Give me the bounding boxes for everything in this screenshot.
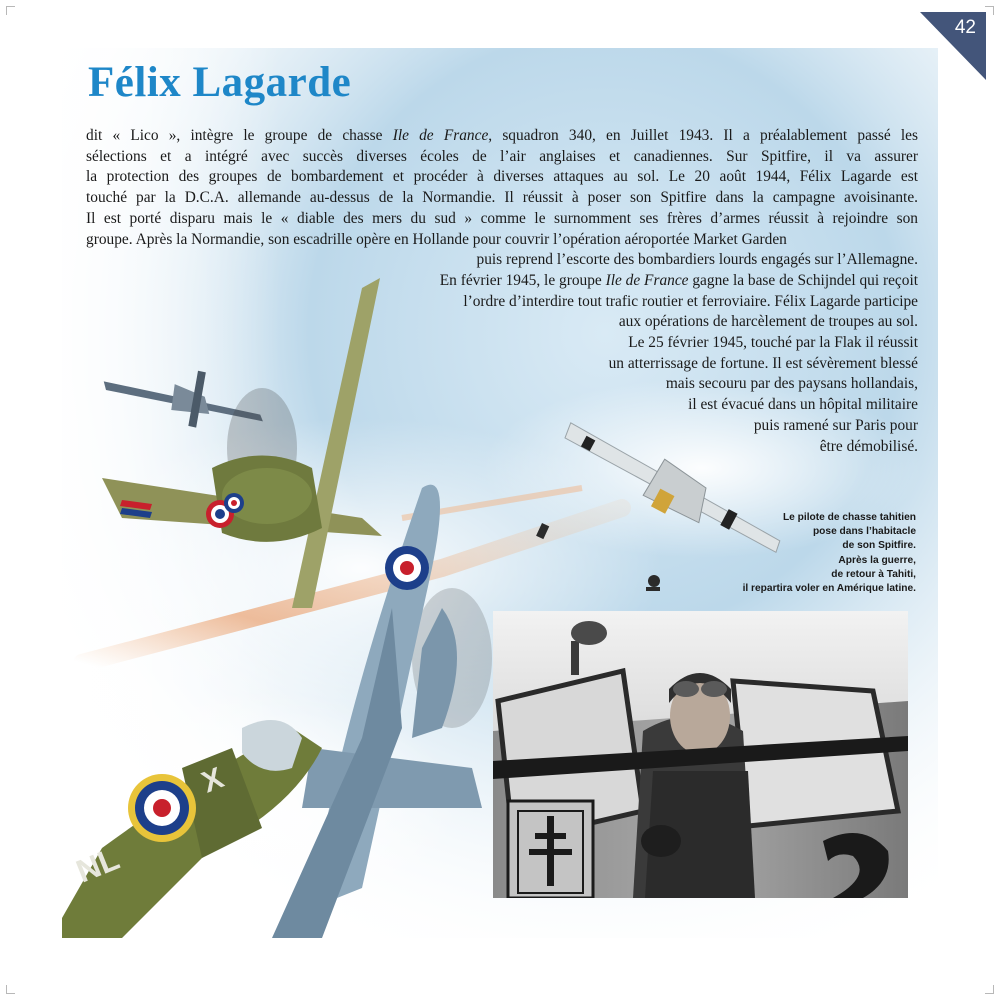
page-number: 42 bbox=[954, 17, 976, 38]
pilot-photo bbox=[493, 611, 908, 898]
page-number-badge bbox=[920, 12, 986, 80]
body-line: aux opérations de harcèlement de troupes au sol. bbox=[618, 313, 918, 331]
caption-line: de retour à Tahiti, bbox=[831, 568, 916, 580]
article-body bbox=[86, 126, 918, 457]
caption-line: Après la guerre, bbox=[838, 554, 916, 566]
body-line: dit « Lico », intègre le groupe de chasse Ile de France, squadron 340, en Juillet 1943. Il a préalablement passé les bbox=[86, 127, 918, 144]
body-line: Le 25 février 1945, touché par la Flak il réussit bbox=[628, 334, 918, 352]
crop-mark bbox=[6, 985, 15, 994]
caption-line: pose dans l’habitacle bbox=[812, 526, 916, 538]
body-line: il est évacué dans un hôpital militaire bbox=[688, 396, 918, 414]
body-line: être démobilisé. bbox=[819, 437, 918, 455]
caption-line: de son Spitfire. bbox=[842, 540, 916, 552]
article-title: Félix Lagarde bbox=[88, 59, 352, 106]
body-line: touché par la D.C.A. allemande au-dessus de la Normandie. Il réussit à poser son Spitfire dans la campagne avoisinante. bbox=[86, 189, 918, 207]
body-line: puis reprend l’escorte des bombardiers lourds engagés sur l’Allemagne. bbox=[476, 251, 918, 269]
badge-triangle-icon bbox=[920, 12, 986, 80]
body-line: groupe. Après la Normandie, son escadrille opère en Hollande pour couvrir l’opération aéroportée Market Garden bbox=[86, 230, 787, 248]
cross-of-lorraine-icon bbox=[508, 801, 593, 898]
body-line: un atterrissage de fortune. Il est sévèrement blessé bbox=[608, 354, 918, 372]
body-line: l’ordre d’interdire tout trafic routier et ferroviaire. Félix Lagarde participe bbox=[463, 292, 918, 310]
body-line: la protection des groupes de bombardement et procéder à diverses attaques au sol. Le 20 août 1944, Félix Lagarde est bbox=[86, 168, 918, 186]
caption-line: Le pilote de chasse tahitien bbox=[782, 512, 916, 523]
body-line: Il est porté disparu mais le « diable des mers du sud » comme le surnomment ses frères d’armes réussit à rejoindre son bbox=[86, 209, 918, 227]
aircraft-code: NL bbox=[71, 840, 125, 890]
crop-mark bbox=[985, 985, 994, 994]
aircraft-letter: X bbox=[197, 761, 229, 800]
body-line: puis ramené sur Paris pour bbox=[753, 416, 918, 434]
body-line: mais secouru par des paysans hollandais, bbox=[665, 375, 918, 393]
crop-mark bbox=[985, 6, 994, 15]
crop-mark bbox=[6, 6, 15, 15]
body-line: sélections et a intégré avec succès diverses écoles de l’air anglaises et canadiennes. Sur Spitfire, il va assurer bbox=[86, 147, 918, 165]
body-line: En février 1945, le groupe Ile de France gagne la base de Schijndel qui reçoit bbox=[439, 271, 918, 289]
photo-caption bbox=[656, 511, 916, 596]
caption-line: il repartira voler en Amérique latine. bbox=[742, 583, 916, 595]
